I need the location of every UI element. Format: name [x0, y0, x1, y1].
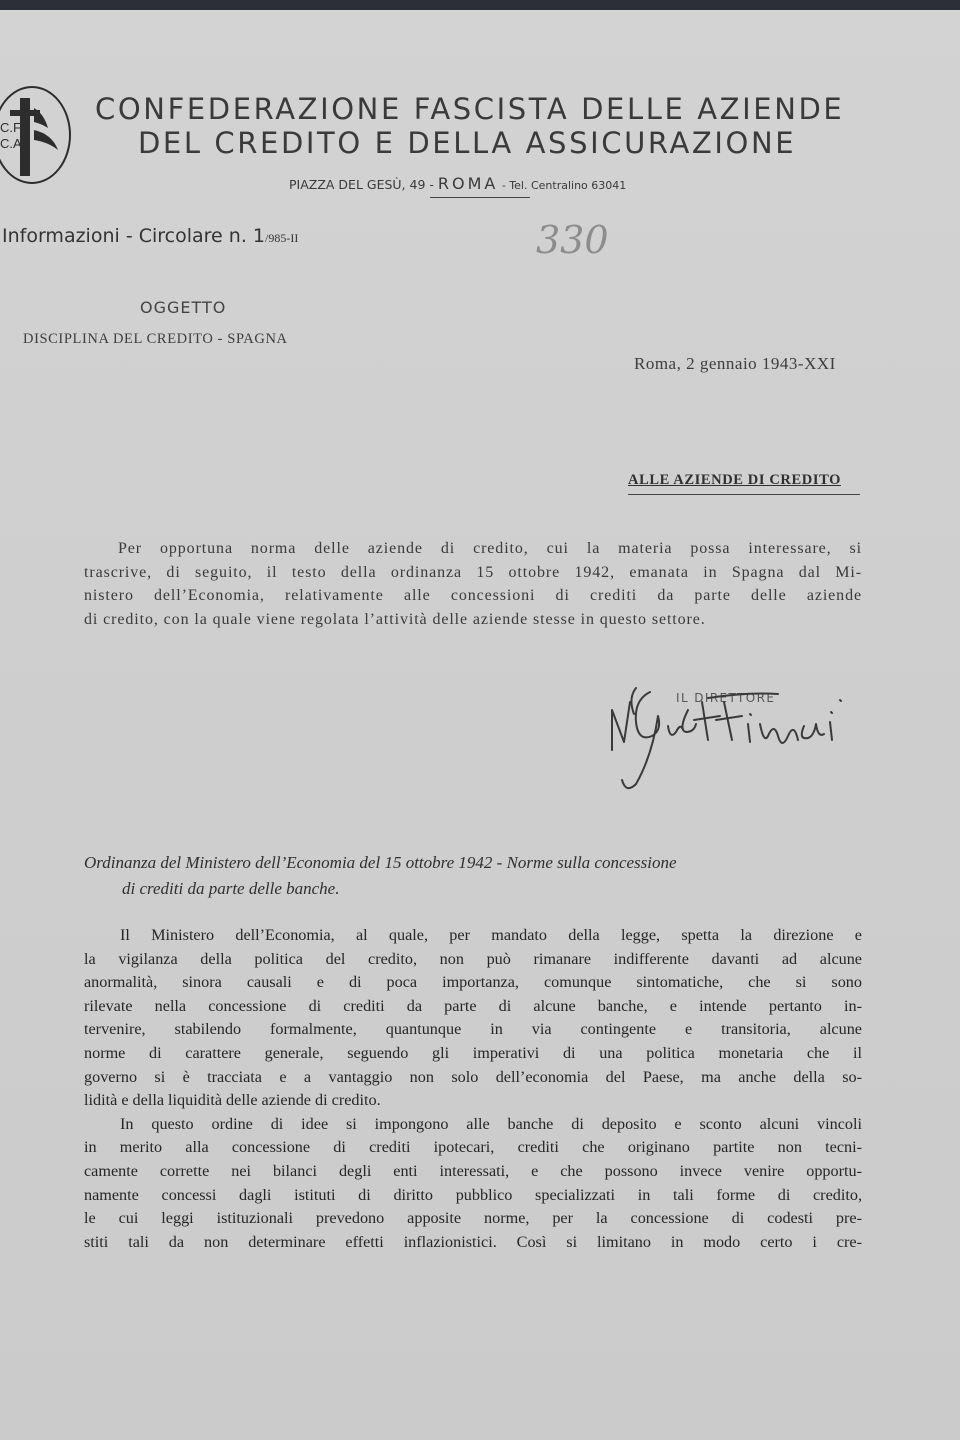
addressee-underline — [628, 494, 860, 495]
svg-text:C.A.: C.A. — [0, 136, 26, 151]
body-line: norme di carattere generale, seguendo gli imperativi di una politica monetaria che il — [84, 1043, 862, 1062]
address-telephone: - Tel. Centralino 63041 — [498, 179, 627, 192]
body-line: Il Ministero dell’Economia, al quale, per mandato della legge, spetta la direzione e — [120, 926, 862, 944]
body-line: namente concessi dagli istituti di diritto pubblico specializzati in tali forme di credito, — [84, 1185, 862, 1204]
body-line: lidità e della liquidità delle aziende di credito. — [84, 1091, 381, 1110]
organization-name-line-2: DEL CREDITO E DELLA ASSICURAZIONE — [138, 126, 797, 160]
body-line: In questo ordine di idee si impongono alle banche di deposito e sconto alcuni vincoli — [120, 1114, 862, 1133]
addressee: ALLE AZIENDE DI CREDITO — [628, 472, 841, 488]
intro-paragraph — [84, 537, 862, 631]
body-line: governo si è tracciata e a vantaggio non solo dell’economia del Paese, ma anche della so- — [84, 1067, 862, 1086]
circular-reference — [2, 225, 298, 247]
body-line: rilevate nella concessione di crediti da parte di alcune banche, e intende pertanto in- — [84, 996, 862, 1015]
intro-line: nistero dell’Economia, relativamente alle concessioni di crediti da parte delle aziende — [84, 587, 862, 604]
header-rule — [430, 197, 530, 198]
intro-line: trascrive, di seguito, il testo della ordinanza 15 ottobre 1942, emanata in Spagna dal Mi- — [84, 563, 862, 581]
body-line: le cui leggi istituzionali prevedono apposite norme, per la concessione di codesti pre- — [84, 1209, 862, 1228]
intro-line: Per opportuna norma delle aziende di credito, cui la materia possa interessare, si — [118, 540, 862, 557]
letter-page — [0, 10, 960, 1440]
letter-date: Roma, 2 gennaio 1943-XXI — [634, 354, 836, 373]
body-line: stiti tali da non determinare effetti inflazionistici. Così si limitano in modo certo i cre- — [84, 1232, 862, 1251]
ordinance-title-line-1: Ordinanza del Ministero dell’Economia del 15 ottobre 1942 - Norme sulla concessione — [84, 853, 677, 872]
body-line: la vigilanza della politica del credito, non può rimanare indifferente davanti ad alcune — [84, 949, 862, 968]
ordinance-title — [84, 850, 862, 902]
handwritten-number: 330 — [536, 218, 609, 262]
subject-text: DISCIPLINA DEL CREDITO - SPAGNA — [23, 331, 288, 347]
intro-line: di credito, con la quale viene regolata l’attività delle aziende stesse in questo settore. — [84, 610, 706, 628]
signature-title: IL DIRETTORE — [676, 691, 776, 705]
ordinance-body — [84, 924, 862, 1254]
address-city: ROMA — [437, 174, 499, 193]
top-dark-band — [0, 0, 960, 10]
body-line: tervenire, stabilendo formalmente, quantunque in via contingente e transitoria, alcune — [84, 1020, 862, 1039]
body-line: camente corrette nei bilanci degli enti interessati, e che possono invece venire opportu- — [84, 1161, 862, 1180]
confederation-logo — [0, 80, 74, 190]
svg-text:C.F.: C.F. — [0, 120, 24, 135]
address-street: PIAZZA DEL GESÙ, 49 - — [289, 177, 438, 192]
body-line: in merito alla concessione di crediti ipotecari, crediti che originano partite non tecni- — [84, 1138, 862, 1157]
circular-suffix: /985-II — [265, 231, 299, 245]
handwritten-signature — [590, 680, 860, 790]
address-line — [289, 174, 626, 193]
ordinance-title-line-2: di crediti da parte delle banche. — [122, 879, 340, 898]
body-line: anormalità, sinora causali e di poca importanza, comunque sintomatiche, che si sono — [84, 973, 862, 992]
subject-heading: OGGETTO — [140, 298, 227, 317]
organization-name-line-1: CONFEDERAZIONE FASCISTA DELLE AZIENDE — [95, 92, 845, 126]
circular-label: Informazioni - Circolare n. 1 — [2, 225, 265, 247]
